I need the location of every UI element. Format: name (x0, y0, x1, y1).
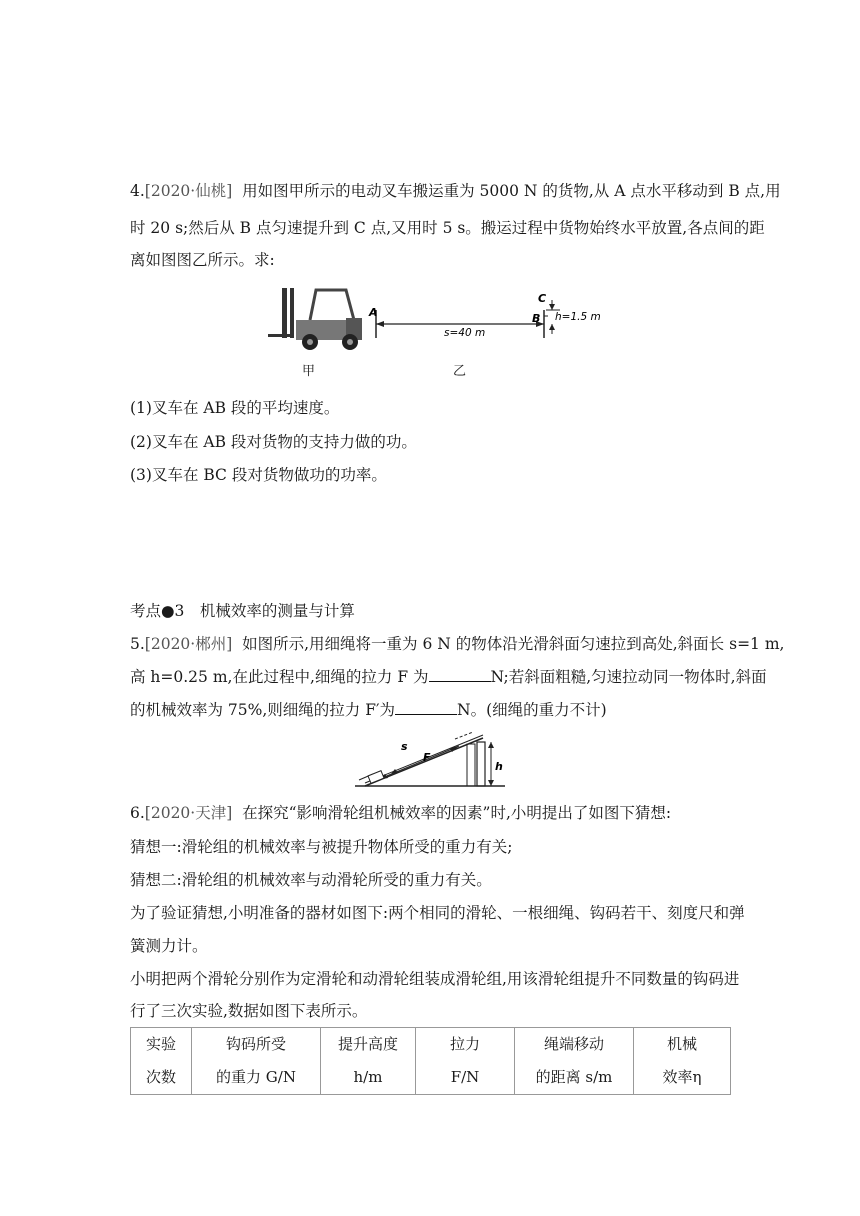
q4-line1 (130, 179, 781, 201)
q4-text-line1: 用如图甲所示的电动叉车搬运重为 5000 N 的货物,从 A 点水平移动到 B 点,用 (242, 182, 781, 200)
incline-figure (355, 730, 510, 790)
q6-number: 6. (130, 804, 145, 822)
header-cell: 绳端移动 的距离 s/m (515, 1028, 634, 1095)
label-point-b: B (532, 312, 541, 325)
q5-line2-a: 高 h=0.25 m,在此过程中,细绳的拉力 F 为 (130, 668, 429, 686)
q5-source: [2020·郴州] (144, 635, 233, 653)
q5-line3-b: N。(细绳的重力不计) (457, 701, 607, 719)
label-yi: 乙 (453, 364, 467, 379)
label-point-a: A (369, 306, 378, 319)
incline-label-f: F (423, 751, 431, 764)
label-distance: s=40 m (444, 327, 486, 339)
q6-guess2: 猜想二:滑轮组的机械效率与动滑轮所受的重力有关。 (130, 871, 492, 889)
forklift-mast (268, 288, 294, 338)
label-point-c: C (538, 292, 547, 305)
q4-line3: 离如图图乙所示。求: (130, 251, 275, 269)
q6-source: [2020·天津] (144, 804, 233, 822)
q4-sub1: (1)叉车在 AB 段的平均速度。 (130, 399, 340, 417)
header-cell: 提升高度 h/m (321, 1028, 416, 1095)
q5-line3-a: 的机械效率为 75%,则细绳的拉力 F′为 (130, 701, 396, 719)
section-title: 考点●3 机械效率的测量与计算 (130, 602, 355, 620)
header-cell: 钩码所受 的重力 G/N (192, 1028, 321, 1095)
incline-label-h: h (495, 760, 503, 773)
table-header-row (131, 1028, 731, 1095)
q6-line1 (130, 801, 671, 823)
data-table (130, 1027, 731, 1095)
q5-blank-2[interactable] (395, 700, 457, 715)
q5-line1 (130, 632, 784, 654)
q4-number: 4. (130, 182, 145, 200)
forklift-figure (266, 282, 366, 358)
q4-source: [2020·仙桃] (144, 182, 233, 200)
q5-text-line1: 如图所示,用细绳将一重为 6 N 的物体沿光滑斜面匀速拉到高处,斜面长 s=1 m, (242, 635, 785, 653)
path-diagram (360, 286, 610, 358)
header-cell: 机械 效率η (634, 1028, 731, 1095)
q6-text-line1: 在探究“影响滑轮组机械效率的因素”时,小明提出了如图下猜想: (242, 804, 672, 822)
q6-line6: 小明把两个滑轮分别作为定滑轮和动滑轮组装成滑轮组,用该滑轮组提升不同数量的钩码进 (130, 970, 740, 988)
q5-line3 (130, 698, 607, 720)
header-cell: 拉力 F/N (416, 1028, 515, 1095)
q5-blank-1[interactable] (429, 667, 491, 682)
q4-sub3: (3)叉车在 BC 段对货物做功的功率。 (130, 466, 387, 484)
q4-sub2: (2)叉车在 AB 段对货物的支持力做的功。 (130, 433, 417, 451)
header-cell: 实验 次数 (131, 1028, 192, 1095)
incline-label-s: s (401, 740, 408, 753)
q6-line4: 为了验证猜想,小明准备的器材如图下:两个相同的滑轮、一根细绳、钩码若干、刻度尺和弹 (130, 904, 745, 922)
q6-line5: 簧测力计。 (130, 937, 208, 955)
forklift-cab (310, 290, 354, 320)
q5-line2-b: N;若斜面粗糙,匀速拉动同一物体时,斜面 (490, 668, 767, 686)
q6-guess1: 猜想一:滑轮组的机械效率与被提升物体所受的重力有关; (130, 838, 513, 856)
q5-number: 5. (130, 635, 145, 653)
q6-line7: 行了三次实验,数据如图下表所示。 (130, 1002, 368, 1020)
label-height: h=1.5 m (555, 311, 601, 323)
label-jia: 甲 (302, 364, 316, 379)
q4-line2: 时 20 s;然后从 B 点匀速提升到 C 点,又用时 5 s。搬运过程中货物始终水平放置,各点间的距 (130, 219, 765, 237)
q5-line2 (130, 665, 767, 687)
